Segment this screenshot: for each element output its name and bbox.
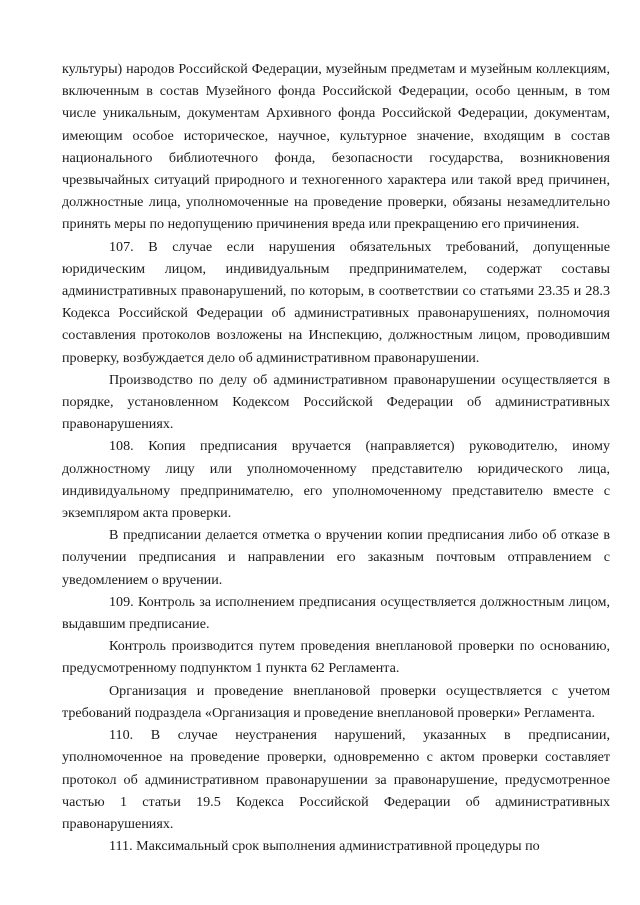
paragraph-109: 109. Контроль за исполнением предписания осуществляется должностным лицом, выдавшим предписание. [62,593,610,633]
document-page [62,58,610,857]
paragraph-107: 107. В случае если нарушения обязательных требований, допущенные юридическим лицом, индивидуальным предпринимателем, содержат составы административных правонарушений, по которым, в соответствии со статьями 23.35 и 28.3 Кодекса Российской Федерации об административных правонарушениях, полномочия составления протоколов возложены на Инспекцию, должностным лицом, проводившим проверку, возбуждается дело об административном правонарушении. [62,238,610,366]
paragraph-delivery-mark: В предписании делается отметка о вручении копии предписания либо об отказе в получении предписания и направлении его заказным почтовым отправлением с уведомлением о вручении. [62,527,610,588]
paragraph-organization: Организация и проведение внеплановой проверки осуществляется с учетом требований подраздела «Организация и проведение внеплановой проверки» Регламента. [62,682,610,721]
paragraph-108: 108. Копия предписания вручается (направляется) руководителю, иному должностному лицу или уполномоченному представителю юридического лица, индивидуальному предпринимателю, его уполномоченному представителю вместе с экземпляром акта проверки. [62,438,610,522]
paragraph-111: 111. Максимальный срок выполнения административной процедуры по [109,838,540,855]
paragraph-control: Контроль производится путем проведения внеплановой проверки по основанию, предусмотренному подпунктом 1 пункта 62 Регламента. [62,638,610,677]
paragraph-continuation: культуры) народов Российской Федерации, музейным предметам и музейным коллекциям, включенным в состав Музейного фонда Российской Федерации, особо ценным, в том числе уникальным, документам Архивного фонда Российской Федерации, документам, имеющим особое историческое, научное, культурное значение, входящим в состав национального библиотечного фонда, безопасности государства, возникновения чрезвычайных ситуаций природного и техногенного характера или такой вред причинен, должностные лица, уполномоченные на проведение проверки, обязаны незамедлительно принять меры по недопущению причинения вреда или прекращению его причинения. [62,61,610,233]
paragraph-110: 110. В случае неустранения нарушений, указанных в предписании, уполномоченное на проведение проверки, одновременно с актом проверки составляет протокол об административном правонарушении за правонарушение, предусмотренное частью 1 статьи 19.5 Кодекса Российской Федерации об административных правонарушениях. [62,727,610,832]
paragraph-proceedings: Производство по делу об административном правонарушении осуществляется в порядке, установленном Кодексом Российской Федерации об административных правонарушениях. [62,371,610,433]
